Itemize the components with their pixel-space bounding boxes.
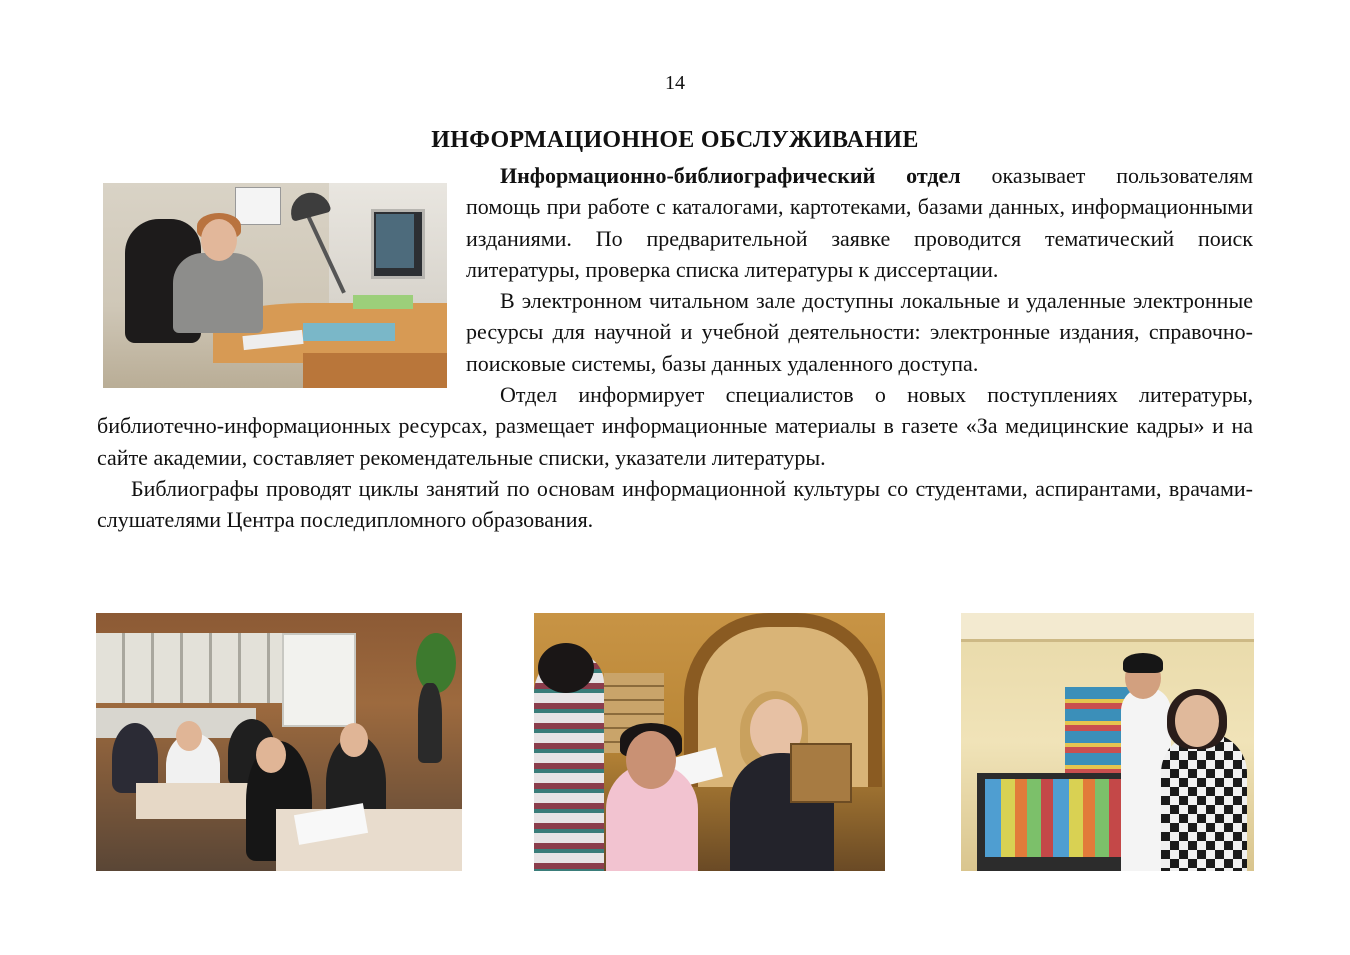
calendar (235, 187, 281, 225)
paragraph-3: Отдел информирует специалистов о новых поступлениях литературы, библиотечно-информационных ресурсах, размещает информационные материалы в газете «За медицинские кадры» и на сайте академии, составляет рекомендательные списки, указатели литературы. (97, 382, 1253, 470)
paragraph-1-bold: Информационно-библиографический отдел (500, 163, 961, 188)
photo-librarian-at-desk (103, 183, 447, 388)
paragraph-1-text: оказывает пользователям помощь при работе с каталогами, картотеками, базами данных, информационными изданиями. По предварительной заявке проводится тематический поиск литературы, проверка списка литературы к диссертации. (466, 163, 1253, 282)
photo-book-exhibition (961, 613, 1254, 871)
page-heading: ИНФОРМАЦИОННОЕ ОБСЛУЖИВАНИЕ (431, 127, 919, 153)
paragraph-2: В электронном читальном зале доступны локальные и удаленные электронные ресурсы для научной и учебной деятельности: электронные издания, справочно-поисковые системы, базы данных удаленного доступа. (466, 288, 1253, 376)
photo-catalog-session (534, 613, 885, 871)
photo-reading-room (96, 613, 462, 871)
catalog-drawer (790, 743, 852, 803)
paragraph-4: Библиографы проводят циклы занятий по основам информационной культуры со студентами, аспирантами, врачами-слушателями Центра последипломного образования. (97, 475, 1253, 533)
librarian (173, 253, 263, 333)
page-number: 14 (665, 72, 685, 94)
body-text (97, 160, 1253, 536)
